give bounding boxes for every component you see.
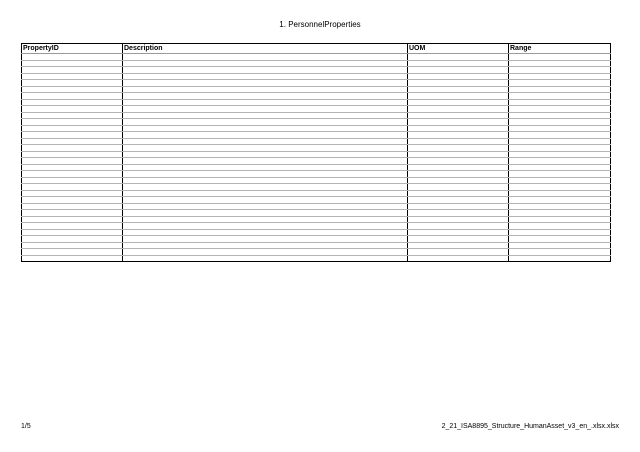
table-cell — [509, 255, 611, 262]
column-header-property-id: PropertyID — [22, 44, 123, 54]
table-row — [22, 255, 611, 262]
header-row — [22, 44, 611, 54]
page-number: 1/5 — [21, 423, 31, 430]
properties-table — [21, 43, 611, 262]
table-body — [22, 54, 611, 262]
column-header-range: Range — [509, 44, 611, 54]
table-cell — [408, 255, 509, 262]
table-cell — [123, 255, 408, 262]
column-header-uom: UOM — [408, 44, 509, 54]
table-header — [22, 44, 611, 54]
page-title: 1. PersonnelProperties — [279, 20, 361, 29]
file-name: 2_21_ISA8895_Structure_HumanAsset_v3_en_.xlsx.xlsx — [441, 423, 619, 430]
column-header-description: Description — [123, 44, 408, 54]
table-cell — [22, 255, 123, 262]
